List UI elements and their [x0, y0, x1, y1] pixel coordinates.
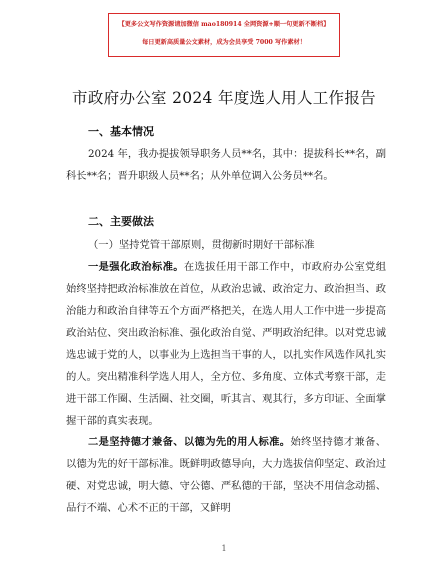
- paragraph-virtue-standard: [66, 431, 386, 519]
- paragraph-1-lead: 一是强化政治标准。: [88, 261, 184, 273]
- page-number: 1: [221, 544, 227, 553]
- banner-line-1: 【更多公文写作资源请加微信 mao180914 全网资源+顺一句更新不断档】: [118, 21, 330, 28]
- paragraph-2-body: 始终坚持德才兼备、以德为先的好干部标准。既鲜明政德导向，大力选拔信仰坚定、政治过硬、对党忠诚，明大德、守公德、严私德的干部，坚决不用信念动摇、品行不端、心术不正的干部，又鲜明: [66, 436, 387, 514]
- paragraph-2-lead: 二是坚持德才兼备、以德为先的用人标准。: [88, 436, 291, 448]
- paragraph-1-body: 在选拔任用干部工作中，市政府办公室党组始终坚持把政治标准放在首位，从政治忠诚、政治定力、政治担当、政治能力和政治自律等五个方面严格把关，在选人用人工作中进一步提高政治站位、突出政治标准、强化政治自觉、严明政治纪律。以对党忠诚选忠诚于党的人，以事业为上选担当干事的人，以扎实作风选作风扎实的人。突出精准科学选人用人，全方位、多角度、立体式考察干部，走进干部工作圈、生活圈、社交圈，听其言、观其行，多方印证、全面掌握干部的真实表现。: [66, 261, 387, 427]
- document-title: 市政府办公室 2024 年度选人用人工作报告: [72, 89, 376, 107]
- subsection-1-heading: （一）坚持党管干部原则，贯彻新时期好干部标准: [88, 239, 315, 251]
- section-1-heading: 一、基本情况: [88, 125, 154, 138]
- banner-line-2: 每日更新高质量公文素材，成为会员享受 7000 写作素材！: [142, 39, 306, 46]
- section-2-heading: 二、主要做法: [88, 215, 154, 228]
- paragraph-political-standard: [66, 256, 386, 432]
- promo-banner: [108, 13, 340, 57]
- section-1-paragraph: 2024 年，我办提拔领导职务人员**名，其中：提拔科长**名，副科长**名；晋升职级人员**名；从外单位调入公务员**名。: [66, 148, 386, 182]
